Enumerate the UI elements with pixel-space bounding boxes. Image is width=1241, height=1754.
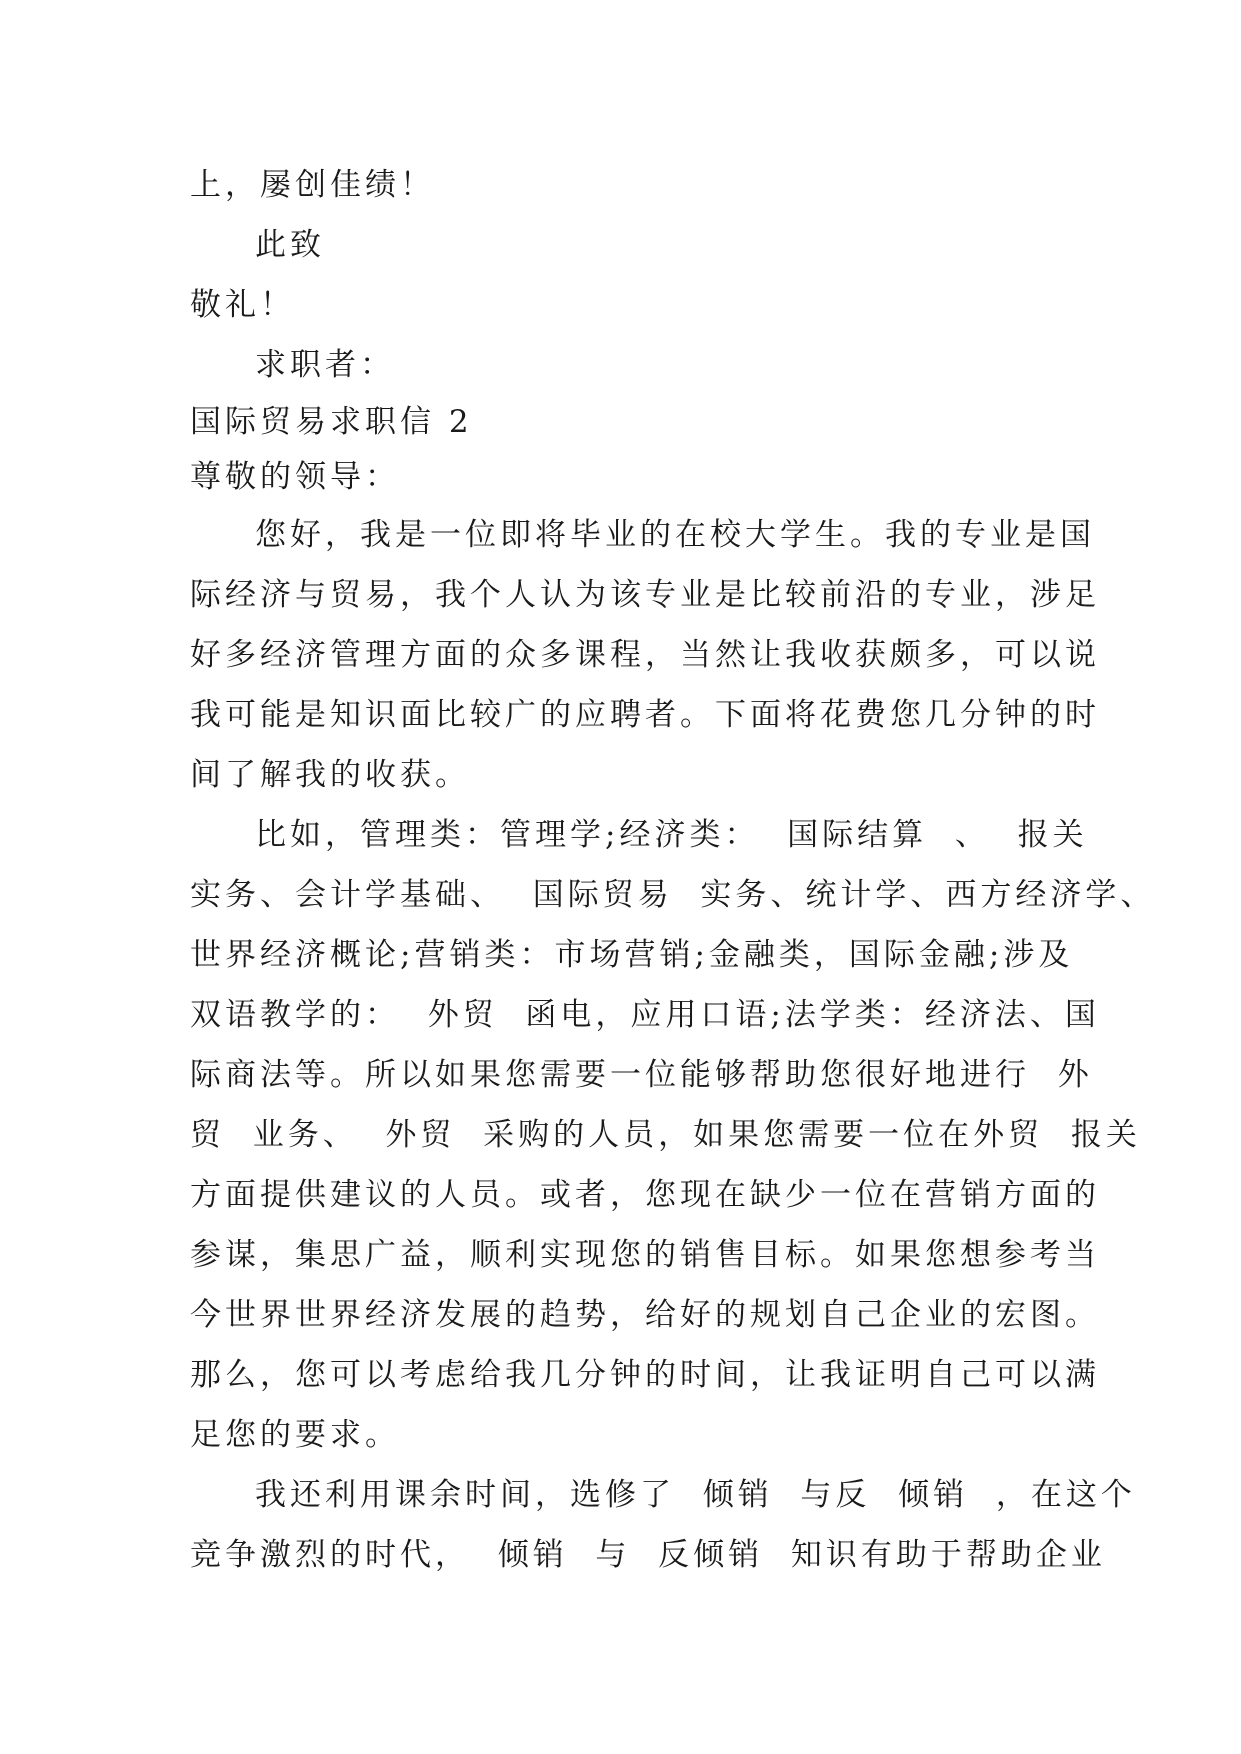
text-line: 际经济与贸易，我个人认为该专业是比较前沿的专业，涉足 bbox=[190, 577, 1100, 613]
text-line: 双语教学的： 外贸 函电，应用口语;法学类：经济法、国 bbox=[190, 997, 1100, 1033]
text-line: 上，屡创佳绩！ bbox=[190, 167, 435, 203]
text-line: 方面提供建议的人员。或者，您现在缺少一位在营销方面的 bbox=[190, 1177, 1100, 1213]
text-line: 实务、会计学基础、 国际贸易 实务、统计学、西方经济学、 bbox=[190, 877, 1156, 913]
text-line: 竞争激烈的时代， 倾销 与 反倾销 知识有助于帮助企业 bbox=[190, 1537, 1106, 1573]
text-line: 我还利用课余时间，选修了 倾销 与反 倾销 ，在这个 bbox=[255, 1477, 1136, 1513]
text-line: 比如，管理类：管理学;经济类： 国际结算 、 报关 bbox=[255, 817, 1088, 853]
text-line: 间了解我的收获。 bbox=[190, 757, 470, 793]
text-line: 我可能是知识面比较广的应聘者。下面将花费您几分钟的时 bbox=[190, 697, 1100, 733]
text-line: 那么，您可以考虑给我几分钟的时间，让我证明自己可以满 bbox=[190, 1357, 1100, 1393]
text-line: 际商法等。所以如果您需要一位能够帮助您很好地进行 外 bbox=[190, 1057, 1093, 1093]
text-line: 好多经济管理方面的众多课程，当然让我收获颇多，可以说 bbox=[190, 637, 1100, 673]
text-line: 求职者： bbox=[255, 347, 395, 383]
text-line: 参谋，集思广益，顺利实现您的销售目标。如果您想参考当 bbox=[190, 1237, 1100, 1273]
text-line: 此致 bbox=[255, 227, 325, 263]
text-line: 您好，我是一位即将毕业的在校大学生。我的专业是国 bbox=[255, 517, 1095, 553]
salutation: 尊敬的领导： bbox=[190, 459, 400, 495]
text-line: 贸 业务、 外贸 采购的人员，如果您需要一位在外贸 报关 bbox=[190, 1117, 1141, 1153]
text-line: 世界经济概论;营销类：市场营销;金融类，国际金融;涉及 bbox=[190, 937, 1074, 973]
text-line: 足您的要求。 bbox=[190, 1417, 400, 1453]
text-line: 今世界世界经济发展的趋势，给好的规划自己企业的宏图。 bbox=[190, 1297, 1100, 1333]
document-body bbox=[190, 155, 1156, 1585]
section-title: 国际贸易求职信 2 bbox=[190, 404, 473, 440]
text-line: 敬礼！ bbox=[190, 287, 295, 323]
